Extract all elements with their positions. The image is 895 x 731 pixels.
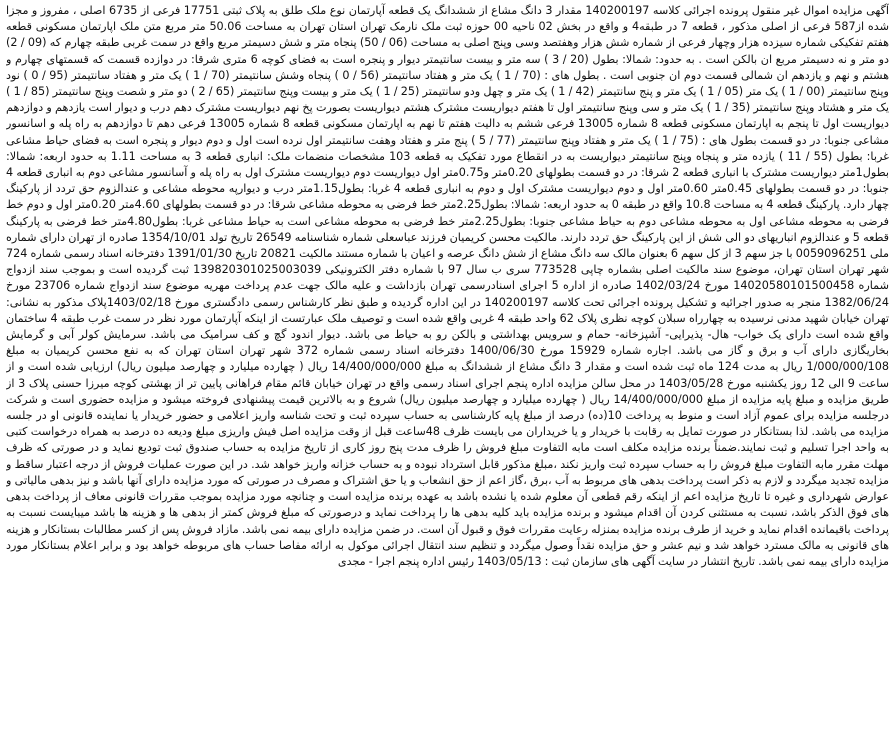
auction-notice-text: آگهی مزایده اموال غیر منقول پرونده اجرائی کلاسه 140200197 مقدار 3 دانگ مشاع از ششدانگ یک قطعه آپارتمان نوع ملک طلق به پلاک ثبتی 17751 فرعی از 6735 اصلی ، مفروز و مجزا شده از587 فرعی از اصلی مذکور ، قطعه 7 در طبقه4 و واقع در بخش 02 ناحیه 00 حوزه ثبت ملک نارمک تهران استان تهران به مساحت 50.06 متر مربع متن ملک اپارتمان مسکونی قطعه هفتم تفکیکی شماره سیزده هزار وچهار فرعی از شماره شش هزار وهفتصد وسی وپنج اصلی به مساحت (06 / 50) پنجاه متر و شش دسیمتر مربع واقع در سمت غربی طبقه چهارم که (09 / 2) دو متر و نه دسیمتر مربع ان بالکن است . به حدود: شمالا: بطول (20 / 3 ) سه متر و بیست سانتیمتر دیوار و پنجره است به فضای کوچه 6 متری شرقا: در دوازده قسمت که قسمتهای چهارم و هشتم و نهم و یازدهم ان شمالی قسمت دوم ان جنوبی است . بطول های : (70 / 1 ) یک متر و هفتاد سانتیمتر (56 / 0 ) پنجاه وشش سانتیمتر (70 / 1 ) یک متر و هفتاد سانتیمتر (95 / 0 ) نود وپنج سانتیمتر (00 / 1 ) یک متر (05 / 1 ) یک متر و پنج سانتیمتر (42 / 1 ) یک متر و چهل ودو سانتیمتر (25 / 1 ) یک متر و بیست وپنج سانتیمتر (65 / 2 ) دو متر و شصت وپنج سانتیمتر (85 / 1 ) یک متر و هشتاد وپنج سانتیمتر (35 / 1 ) یک متر و سی وپنج سانتیمتر اول تا هفتم دیواریست مشترک هشتم دیواریست بصورت پخ نهم دیواریست مشترک دهم درب و دیوار است یازدهم و دوازدهم دیواریست اول تا پنجم به اپارتمان مسکونی قطعه 8 شماره 13005 فرعی ششم به دالیت هفتم تا نهم به اپارتمان مسکونی قطعه 8 شماره 13005 فرعی دهم تا دوازدهم به راه پله و اسانسور مشاعی جنوبا: در دو قسمت بطول های : (75 / 1 ) یک متر و هفتاد وپنج سانتیمتر (77 / 5 ) پنج متر و هفتاد وهفت سانتیمتر اول نرده است اول و دوم دیوار و پنجره است به فضای حیاط مشاعی غربا: بطول (55 / 11 ) یازده متر و پنجاه وپنج سانتیمتر دیواریست به در انقطاع مورد تفکیک به قطعه 103 مشخصات منضمات ملک: انباری قطعه 3 به مساحت 1.11 به حدود اربعه: شمالا: بطول1متر دیواریست مشترک با انباری قطعه 2 شرقا: در دو قسمت بطولهای 0.20متر و0.75متر اول دیواریست دوم دیواریست مشترک اول به راه پله و آسانسور مشاعی دوم به انباری قطعه 4 جنوبا: در دو قسمت بطولهای 0.45متر 0.60متر اول و دوم دیواریست مشترک اول و دوم به انباری قطعه 4 غربا: بطول1.15متر درب و دیوارپه محوطه مشاعی و عندالزوم حق تردد از پارکینگ چهار دارد. پارکینگ قطعه 4 به مساحت 10.8 واقع در طبقه 0 به حدود اربعه: شمالا: بطول2.25متر خط فرضی به محوطه مشاعی شرقا: در دو قسمت بطولهای 4.60متر 0.20متر اول و دوم خط فرضی به محوطه مشاعی اول به محوطه مشاعی دوم به حیاط مشاعی جنوبا: بطول2.25متر خط فرضی به محوطه مشاعی است به حیاط مشاعی غربا: بطول4.80متر خط فرضی به پارکینگ قطعه 5 و عندالزوم انباریهای دو الی شش از این پارکینگ حق تردد دارند. مالکیت محسن کریمیان فرزند عباسعلی شماره شناسنامه 26549 تاریخ تولد 1354/10/01 صادره از تهران دارای شماره ملی 0059096251 با جز سهم 3 از کل سهم 6 بعنوان مالک سه دانگ مشاع از شش دانگ عرصه و اعیان با شماره مستند مالکیت 20821 تاریخ 1391/01/30 دفترخانه اسناد رسمی شماره 724 شهر تهران استان تهران، موضوع سند مالکیت اصلی بشماره چاپی 773528 سری ب سال 97 با شماره دفتر الکترونیکی 139820301025003039 ثبت گردیده است و بموجب سند ازدواج شماره 14020580101500458 مورخ 1402/03/24 صادره از اداره 5 اجرای اسنادرسمی تهران بازداشت و علیه مالک جهت عدم پرداخت مهریه موضوع سند ازدواج شماره 23706 مورخ 1382/06/24 منجر به صدور اجرائیه و تشکیل پرونده اجرائی تحت کلاسه 140200197 در این اداره گردیده و طبق نظر کارشناس رسمی دادگستری مورخ 1403/02/18پلاک مذکور به نشانی: تهران خیابان شهید مدنی نرسیده به چهارراه سبلان کوچه نظری پلاک 62 واحد طبقه 4 غربی واقع شده است و توصیف ملک عبارتست از اینکه آپارتمان مورد نظر در سمت غرب طبقه 4 ساختمان واقع شده است دارای یک خواب- هال- پذیرایی- آشپزخانه- حمام و سرویس بهداشتی و بالکن رو به حیاط می باشد. دیوار اندود گچ و کف سرامیک می باشد. سرمایش کولر آبی و گرمایش بخاریگازی دارای آب و برق و گاز می باشد. اجاره شماره 15929 مورخ 1400/06/30 دفترخانه اسناد رسمی شماره 372 شهر تهران استان تهران که به نفع محسن کریمیان به مبلغ 1/000/000/108 ریال به مدت 124 ماه ثبت شده است و مقدار 3 دانگ مشاع از ششدانگ به مبلغ 14/400/000/000 ریال ( چهارده میلیارد و چهارصد میلیون ریال) ارزیابی شده است و از ساعت 9 الی 12 روز یکشنبه مورخ 1403/05/28 در محل سالن مزایده اداره پنجم اجرای اسناد رسمی واقع در تهران خیابان قائم مقام فراهانی پایین تر از بهشتی کوچه میرزا حسنی پلاک 3 از طریق مزایده و مبلغ پایه مزایده از مبلغ 14/400/000/000 ریال ( چهارده میلیارد و چهارصد میلیون ریال) شروع و به بالاترین قیمت پیشنهادی فروخته میشود و مزایده حضوری است و شرکت درجلسه مزایده برای عموم آزاد است و منوط به پرداخت 10(ده) درصد از مبلغ پایه کارشناسی به حساب سپرده ثبت و تحت شناسه واریز اعلامی و حضور خریدار یا نماینده قانونی او در جلسه مزایده می باشد. لذا بستانکار در صورت تمایل به رقابت با خریدار و یا خریداران می بایست ظرف 48ساعت قبل از وقت مزایده اصل فیش واریزی مبلغ ودیعه ده درصد به همراه درخواست کتبی به واحد اجرا تسلیم و ثبت نمایند.ضمناً برنده مزایده مکلف است مابه التفاوت مبلغ فروش را ظرف مدت پنج روز کاری از تاریخ مزایده به حساب صندوق ثبت تودیع نماید و در صورتی که ظرف مهلت مقرر مابه التفاوت مبلغ فروش را به حساب سپرده ثبت واریز نکند ،مبلغ مذکور قابل استرداد نبوده و به حساب خزانه واریز خواهد شد. در این صورت عملیات فروش از درجه اعتبار ساقط و مزایده تجدید میگردد و لازم به ذکر است پرداخت بدهی های مربوط به آب ،برق ،گاز اعم از حق انشعاب و یا حق اشتراک و مصرف در صورتی که مورد مزایده دارای آنها باشد و نیز بدهی مالیاتی و عوارض شهرداری و غیره تا تاریخ مزایده اعم از اینکه رقم قطعی آن معلوم شده یا نشده باشد به عهده برنده مزایده است و چنانچه مورد مزایده بموجب مقررات قانونی معاف از پرداخت بدهی های فوق الذکر باشد، نسبت به مستثنی کردن آن اقدام میشود و برنده مزایده باید کلیه بدهی ها را پرداخت نماید و درصورتی که مبلغ فروش کمتر از بدهی ها و هزینه ها باشد میبایست نسبت به پرداخت باقیمانده اقدام نماید و خرید از طرف برنده مزایده بمنزله رعایت مقررات فوق و قبول آن است. در ضمن مزایده دارای بیمه نمی باشد. مازاد فروش پس از کسر مطالبات بستانکار و هزینه های قانونی به مالک مسترد خواهد شد و نیم عشر و حق مزایده نقداً وصول میگردد و تنظیم سند انتقال اجرائی موکول به ارائه مفاصا حساب های مربوطه خواهد بود و برابر اعلام بستانکار مورد مزایده دارای بیمه نمی باشد. تاریخ انتشار در سایت آگهی های سازمان ثبت : 1403/05/13 رئیس اداره پنجم اجرا - مجدی <box>6 4 889 568</box>
auction-notice <box>6 3 889 728</box>
